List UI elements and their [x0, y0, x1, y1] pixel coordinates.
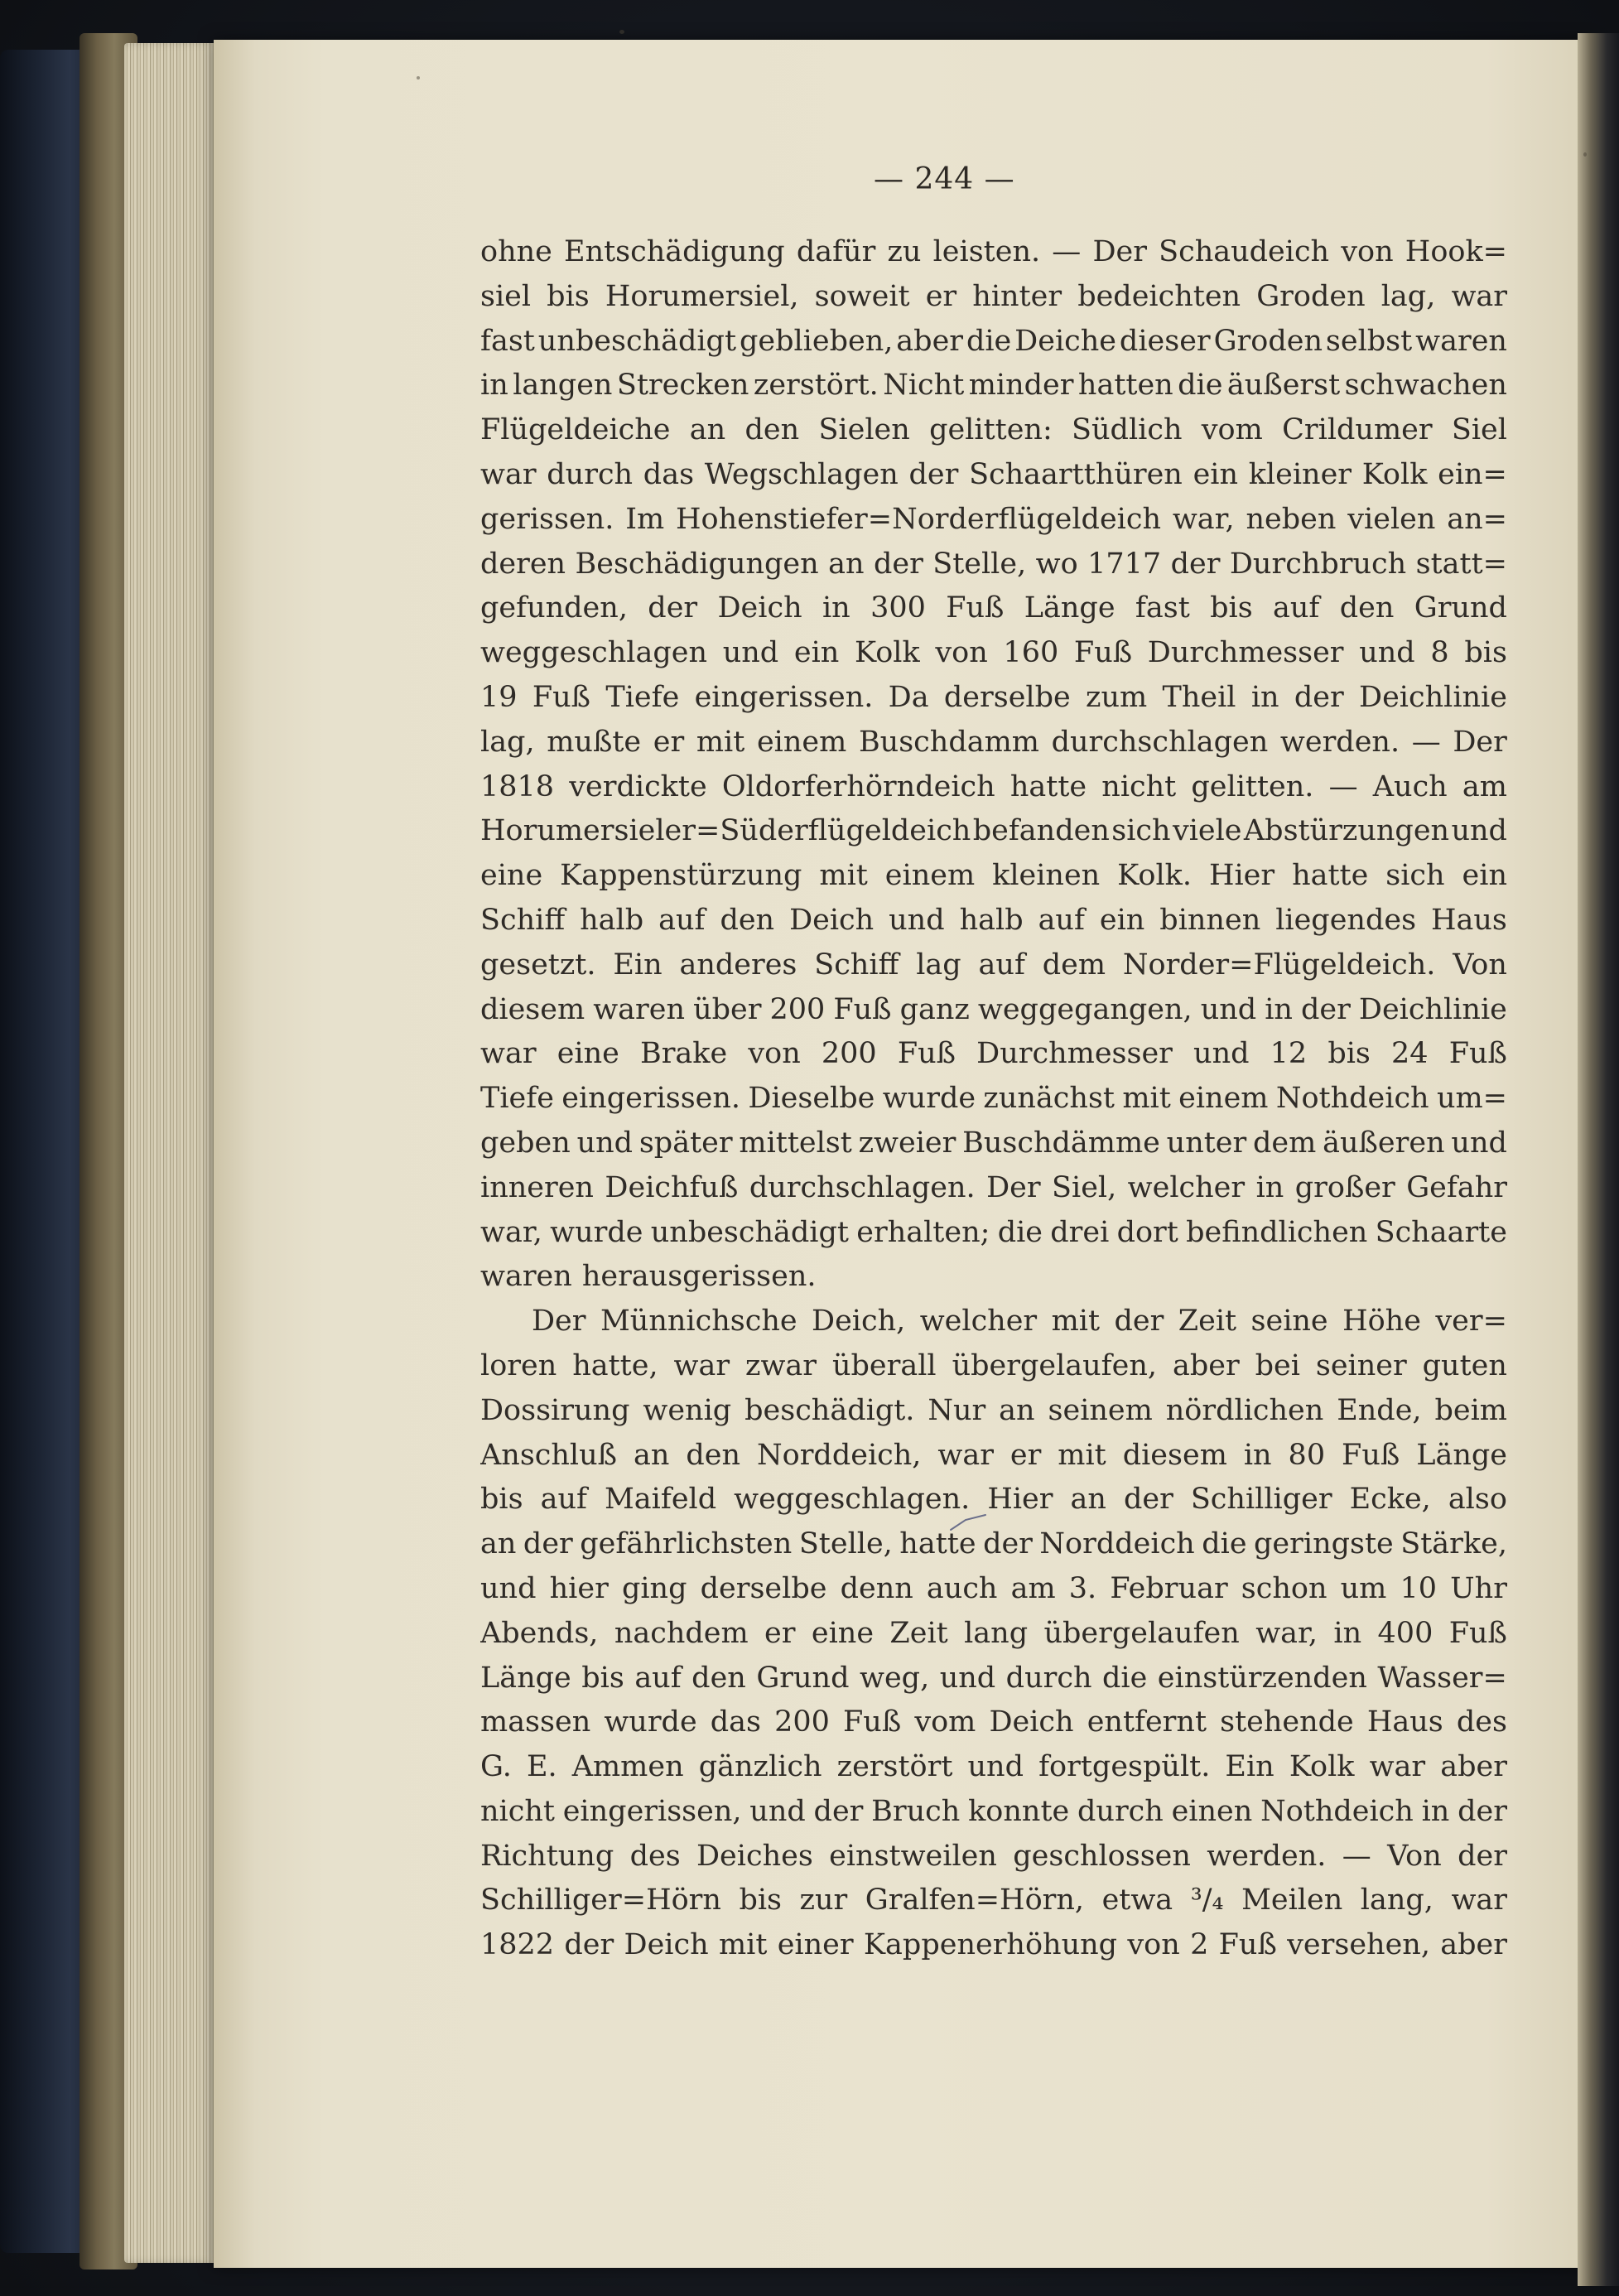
paper-speck: [417, 76, 420, 80]
text-line: eine Kappenstürzung mit einem kleinen Kolk. Hier hatte sich ein: [480, 859, 1507, 893]
text-line: war, wurde unbeschädigt erhalten; die drei dort befindlichen Schaarte: [480, 1215, 1507, 1249]
text-line: Flügeldeiche an den Sielen gelitten: Südlich vom Crildumer Siel: [480, 413, 1507, 447]
text-line: Tiefe eingerissen. Dieselbe wurde zunächst mit einem Nothdeich um=: [480, 1082, 1507, 1116]
page-number: — 244 —: [874, 162, 1015, 196]
text-line: ohne Entschädigung dafür zu leisten. — Der Schaudeich von Hook=: [480, 235, 1507, 268]
text-line: 1822 der Deich mit einer Kappenerhöhung von 2 Fuß versehen, aber: [480, 1928, 1507, 1962]
text-line: gesetzt. Ein anderes Schiff lag auf dem Norder=Flügeldeich. Von: [480, 948, 1507, 982]
body-text: [480, 235, 1507, 1973]
text-line: gerissen. Im Hohenstiefer=Norderflügeldeich war, neben vielen an=: [480, 502, 1507, 536]
text-line: Anschluß an den Norddeich, war er mit diesem in 80 Fuß Länge: [480, 1438, 1507, 1472]
text-line: 1818 verdickte Oldorferhörndeich hatte nicht gelitten. — Auch am: [480, 769, 1507, 803]
text-line: gefunden, der Deich in 300 Fuß Länge fast bis auf den Grund: [480, 591, 1507, 625]
paper-speck: [619, 30, 624, 34]
text-line: lag, mußte er mit einem Buschdamm durchschlagen werden. — Der: [480, 725, 1507, 759]
text-line: Schilliger=Hörn bis zur Gralfen=Hörn, etwa ³/₄ Meilen lang, war: [480, 1884, 1507, 1917]
text-line: geben und später mittelst zweier Buschdämme unter dem äußeren und: [480, 1126, 1507, 1160]
text-line: und hier ging derselbe denn auch am 3. Februar schon um 10 Uhr: [480, 1571, 1507, 1605]
binding-gutter: [1578, 33, 1619, 2286]
text-line: Schiff halb auf den Deich und halb auf ein binnen liegendes Haus: [480, 903, 1507, 937]
text-line: Der Münnichsche Deich, welcher mit der Zeit seine Höhe ver=: [532, 1305, 1507, 1339]
text-line: war eine Brake von 200 Fuß Durchmesser und 12 bis 24 Fuß: [480, 1037, 1507, 1071]
pencil-mark-icon: [949, 1513, 987, 1531]
text-line: waren herausgerissen.: [480, 1260, 817, 1294]
text-line: war durch das Wegschlagen der Schaartthüren ein kleiner Kolk ein=: [480, 457, 1507, 491]
paper-speck: [1583, 152, 1587, 157]
text-line: deren Beschädigungen an der Stelle, wo 1717 der Durchbruch statt=: [480, 547, 1507, 581]
text-line: bis auf Maifeld weggeschlagen. Hier an der Schilliger Ecke, also: [480, 1483, 1507, 1517]
text-line: nicht eingerissen, und der Bruch konnte durch einen Nothdeich in der: [480, 1794, 1507, 1828]
text-line: Richtung des Deiches einstweilen geschlossen werden. — Von der: [480, 1839, 1507, 1873]
text-line: fast unbeschädigt geblieben, aber die Deiche dieser Groden selbst waren: [480, 324, 1507, 358]
text-line: in langen Strecken zerstört. Nicht minder hatten die äußerst schwachen: [480, 369, 1507, 403]
text-line: Dossirung wenig beschädigt. Nur an seinem nördlichen Ende, beim: [480, 1393, 1507, 1427]
text-line: inneren Deichfuß durchschlagen. Der Siel, welcher in großer Gefahr: [480, 1170, 1507, 1204]
text-line: 19 Fuß Tiefe eingerissen. Da derselbe zum Theil in der Deichlinie: [480, 680, 1507, 714]
text-line: Abends, nachdem er eine Zeit lang übergelaufen war, in 400 Fuß: [480, 1616, 1507, 1650]
text-line: massen wurde das 200 Fuß vom Deich entfernt stehende Haus des: [480, 1705, 1507, 1739]
text-line: an der gefährlichsten Stelle, hatte der Norddeich die geringste Stärke,: [480, 1527, 1507, 1561]
text-line: diesem waren über 200 Fuß ganz weggegangen, und in der Deichlinie: [480, 992, 1507, 1026]
text-line: G. E. Ammen gänzlich zerstört und fortgespült. Ein Kolk war aber: [480, 1750, 1507, 1784]
text-line: Länge bis auf den Grund weg, und durch die einstürzenden Wasser=: [480, 1661, 1507, 1695]
text-line: loren hatte, war zwar überall übergelaufen, aber bei seiner guten: [480, 1348, 1507, 1382]
text-line: Horumersieler=Süderflügeldeich befanden sich viele Abstürzungen und: [480, 814, 1507, 848]
text-line: weggeschlagen und ein Kolk von 160 Fuß Durchmesser und 8 bis: [480, 636, 1507, 670]
text-line: siel bis Horumersiel, soweit er hinter bedeichten Groden lag, war: [480, 279, 1507, 313]
